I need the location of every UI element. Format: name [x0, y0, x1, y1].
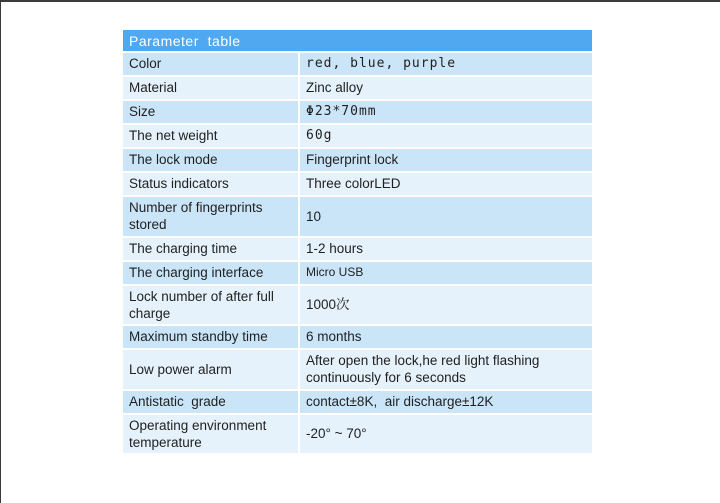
table-row — [123, 101, 592, 125]
row-value: After open the lock,he red light flashing continuously for 6 seconds — [306, 353, 544, 386]
table-row — [123, 286, 592, 327]
row-label: Size — [129, 104, 156, 120]
row-value: contact±8K, air discharge±12K — [306, 393, 494, 409]
row-label: Color — [129, 56, 162, 72]
row-value: Three colorLED — [306, 176, 401, 192]
table-row — [123, 197, 592, 238]
table-row — [123, 326, 592, 350]
row-label: Status indicators — [129, 176, 229, 192]
table-row — [123, 238, 592, 262]
table-row — [123, 173, 592, 197]
row-value: 1000次 — [306, 297, 350, 313]
row-label: Material — [129, 80, 178, 96]
row-label: Number of fingerprints stored — [129, 200, 267, 233]
row-value: Micro USB — [306, 264, 364, 279]
row-value: Fingerprint lock — [306, 152, 399, 168]
row-label: The lock mode — [129, 152, 218, 168]
row-value: Zinc alloy — [306, 80, 364, 96]
row-label: Low power alarm — [129, 361, 232, 377]
row-label: Maximum standby time — [129, 329, 268, 345]
parameter-table — [123, 30, 592, 455]
row-label: Antistatic grade — [129, 393, 226, 409]
row-label: Operating environment temperature — [129, 417, 271, 450]
table-header — [123, 30, 592, 53]
left-border-line — [0, 0, 1, 503]
row-value: Φ23*70mm — [306, 103, 377, 119]
row-value: 60g — [306, 127, 333, 143]
row-value: 6 months — [306, 329, 362, 345]
row-label: The charging time — [129, 240, 238, 256]
row-value: 1-2 hours — [306, 240, 364, 256]
row-value: 10 — [306, 208, 322, 224]
table-body — [123, 53, 592, 455]
row-value: red, blue, purple — [306, 55, 457, 71]
table-row — [123, 77, 592, 101]
table-row — [123, 262, 592, 286]
table-title: Parameter table — [129, 32, 241, 49]
top-border-line — [0, 0, 720, 2]
table-row — [123, 415, 592, 456]
table-row — [123, 391, 592, 415]
table-row — [123, 350, 592, 391]
row-label: The charging interface — [129, 264, 264, 280]
row-label: The net weight — [129, 128, 218, 144]
row-label: Lock number of after full charge — [129, 288, 278, 321]
row-value: -20° ~ 70° — [306, 426, 367, 442]
table-row — [123, 53, 592, 77]
table-row — [123, 125, 592, 149]
table-row — [123, 149, 592, 173]
